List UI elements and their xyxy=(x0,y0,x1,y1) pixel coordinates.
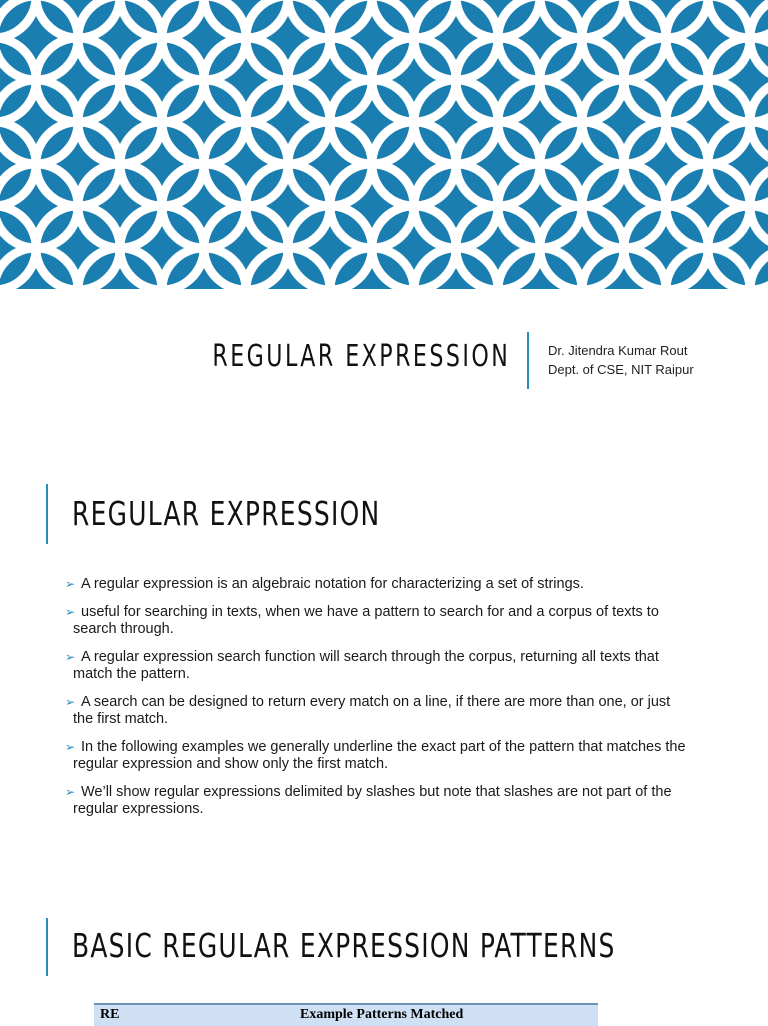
bullet-item: ➢ We’ll show regular expressions delimited by slashes but note that slashes are not part of the regular expressions. xyxy=(65,784,672,817)
bullet-item: ➢ In the following examples we generally underline the exact part of the pattern that matches the regular expression and show only the first match. xyxy=(65,739,686,772)
section-header-basic-patterns xyxy=(0,918,768,976)
table-header-re: RE xyxy=(100,1007,120,1022)
decorative-banner-pattern xyxy=(0,0,768,289)
author-name: Dr. Jitendra Kumar Rout xyxy=(548,343,688,358)
section-heading: BASIC REGULAR EXPRESSION PATTERNS xyxy=(72,926,616,965)
author-department: Dept. of CSE, NIT Raipur xyxy=(548,362,694,377)
bullet-item: ➢ A search can be designed to return every match on a line, if there are more than one, or just the first match. xyxy=(65,694,671,727)
presentation-title: REGULAR EXPRESSION xyxy=(212,339,510,374)
bullet-item: ➢ A regular expression search function will search through the corpus, returning all texts that match the pattern. xyxy=(65,649,659,682)
arrow-bullet-icon: ➢ xyxy=(65,605,76,619)
bullet-list xyxy=(66,576,686,829)
section-accent-bar xyxy=(46,484,48,544)
title-divider xyxy=(527,332,529,389)
arrow-bullet-icon: ➢ xyxy=(65,785,76,799)
table-header-examples: Example Patterns Matched xyxy=(300,1007,464,1022)
author-info xyxy=(548,341,694,379)
patterns-table-header xyxy=(94,1003,598,1026)
title-row xyxy=(0,289,768,409)
arrow-bullet-icon: ➢ xyxy=(65,650,76,664)
arrow-bullet-icon: ➢ xyxy=(65,740,76,754)
section-header-regular-expression xyxy=(0,484,768,544)
section-heading: REGULAR EXPRESSION xyxy=(72,494,381,533)
bullet-item: ➢ useful for searching in texts, when we have a pattern to search for and a corpus of texts to search through. xyxy=(65,604,659,637)
arrow-bullet-icon: ➢ xyxy=(65,695,76,709)
bullet-item: ➢ A regular expression is an algebraic notation for characterizing a set of strings. xyxy=(65,576,584,592)
section-accent-bar xyxy=(46,918,48,976)
arrow-bullet-icon: ➢ xyxy=(65,577,76,591)
